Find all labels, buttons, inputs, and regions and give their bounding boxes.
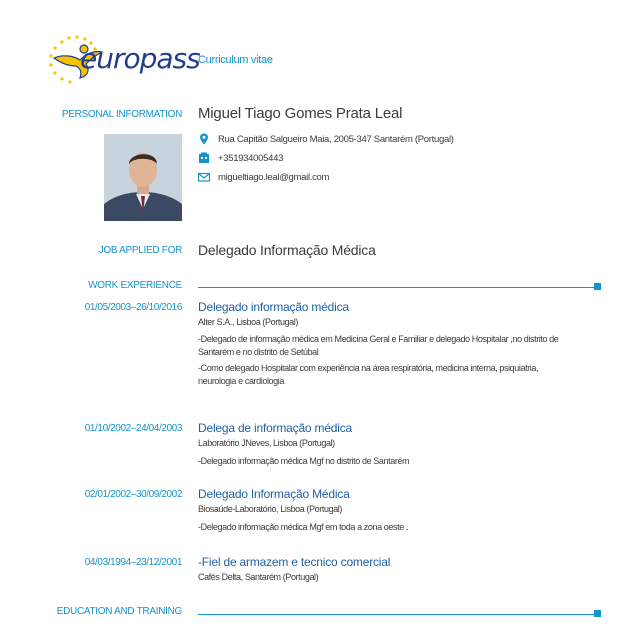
section-divider-line: [198, 614, 594, 615]
job-description: -Delegado informação médica Mgf em toda a zona oeste .: [198, 522, 409, 532]
job-dates: 04/03/1994–23/12/2001: [84, 557, 182, 568]
job-title: -Fiel de armazem e tecnico comercial: [198, 555, 391, 569]
job-title: Delegado informação médica: [198, 300, 349, 314]
phone-row: [198, 152, 283, 164]
job-employer: Alter S.A., Lisboa (Portugal): [198, 317, 298, 327]
profile-photo: [104, 134, 182, 221]
cv-label: Curriculum vitae: [198, 54, 273, 66]
job-employer: Biosaúde-Laboratório, Lisboa (Portugal): [198, 504, 342, 514]
job-dates: 01/10/2002–24/04/2003: [84, 423, 182, 434]
section-divider-marker: [594, 283, 601, 290]
job-applied-label: JOB APPLIED FOR: [98, 245, 182, 256]
job-description: neurologia e cardiologia: [198, 376, 284, 386]
email-row: [198, 171, 329, 183]
phone-icon: [198, 152, 210, 164]
job-description: -Delegado informação médica Mgf no distrito de Santarém: [198, 456, 410, 466]
job-description: Santarém e no distrito de Setúbal: [198, 347, 319, 357]
job-title: Delegado Informação Médica: [198, 487, 350, 501]
address-row: [198, 133, 454, 145]
person-name: Miguel Tiago Gomes Prata Leal: [198, 105, 403, 122]
job-description: -Como delegado Hospitalar com experiência na área respiratória, medicina interna, psiquiatria,: [198, 363, 539, 373]
job-employer: Laboratório JNeves, Lisboa (Portugal): [198, 438, 335, 448]
email-icon: [198, 171, 210, 183]
job-description: -Delegado de informação médica em Medicina Geral e Familiar e delegado Hospitalar ,no distrito de: [198, 334, 559, 344]
section-divider-line: [198, 287, 594, 288]
job-title: Delega de informação médica: [198, 421, 353, 435]
email-text: migueltiago.leal@gmail.com: [218, 171, 330, 183]
section-divider-marker: [594, 610, 601, 617]
phone-text: +351934005443: [218, 152, 284, 164]
europass-logo: [44, 32, 200, 86]
job-dates: 02/01/2002–30/09/2002: [84, 489, 182, 500]
work-experience-label: WORK EXPERIENCE: [88, 280, 182, 291]
job-dates: 01/05/2003–26/10/2016: [84, 302, 182, 313]
address-text: Rua Capitão Salgueiro Maia, 2005-347 Santarém (Portugal): [218, 133, 454, 145]
job-applied-title: Delegado Informação Médica: [198, 242, 376, 258]
education-label: EDUCATION AND TRAINING: [56, 606, 182, 617]
location-pin-icon: [198, 133, 210, 145]
logo-wordmark: europass: [80, 42, 200, 75]
job-employer: Cafés Delta, Santarém (Portugal): [198, 572, 319, 582]
personal-info-label: PERSONAL INFORMATION: [61, 109, 182, 120]
